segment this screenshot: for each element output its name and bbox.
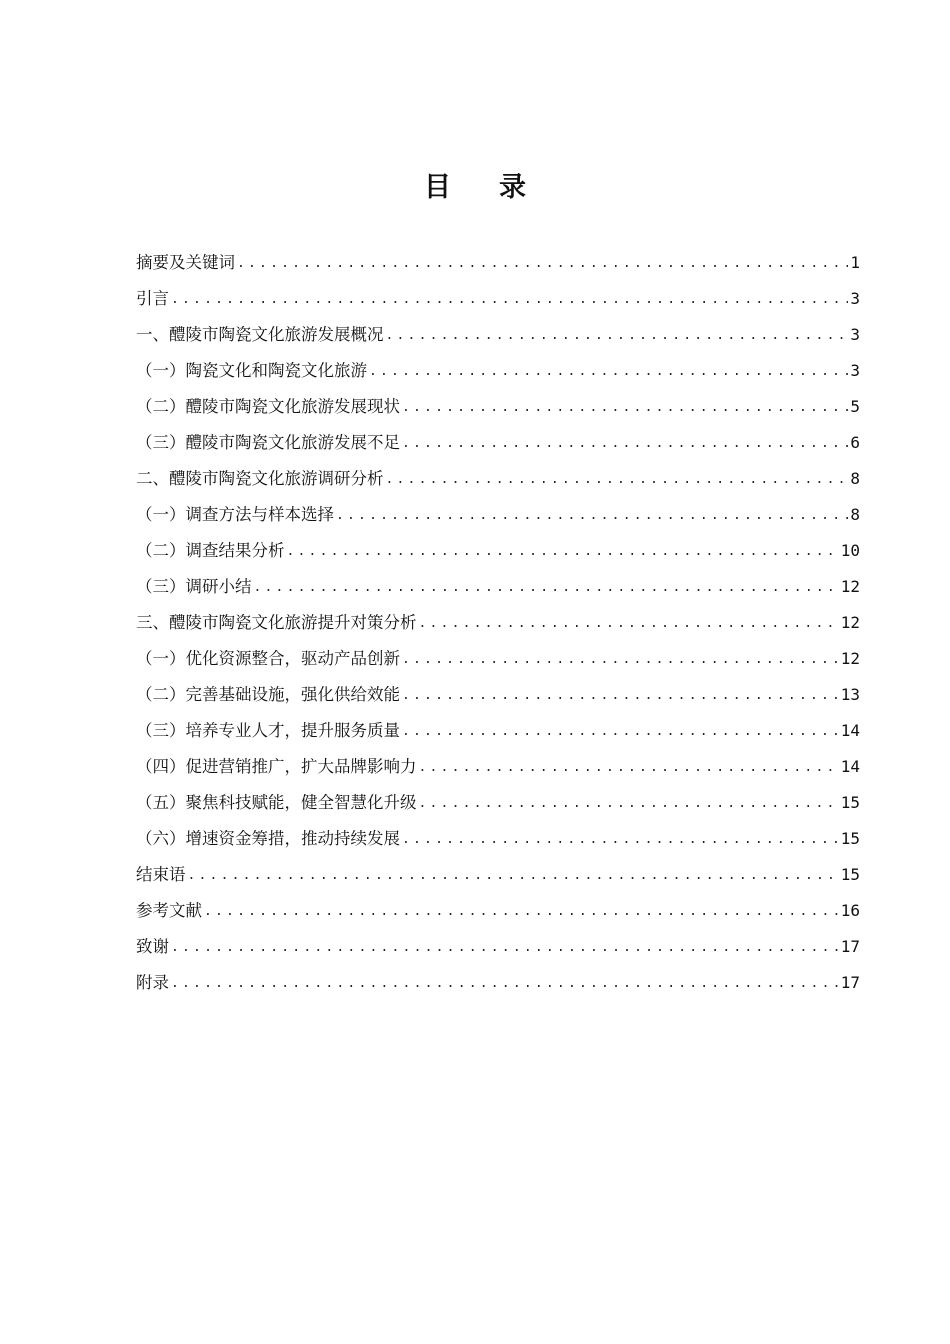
toc-entry-title: （一）优化资源整合，驱动产品创新: [136, 649, 400, 668]
toc-dot-leader: [287, 542, 839, 562]
toc-entry[interactable]: [136, 748, 860, 784]
toc-dot-leader: [419, 758, 839, 778]
toc-entry-title: 参考文献: [136, 901, 202, 920]
toc-entry[interactable]: [136, 316, 860, 352]
toc-entry[interactable]: [136, 352, 860, 388]
toc-entry[interactable]: [136, 856, 860, 892]
toc-entry-title: 引言: [136, 289, 169, 308]
toc-dot-leader: [171, 938, 839, 958]
toc-page-number: 15: [840, 829, 860, 848]
toc-entry[interactable]: [136, 604, 860, 640]
toc-dot-leader: [336, 506, 848, 526]
toc-page-number: 12: [840, 649, 860, 668]
toc-page-number: 14: [840, 721, 860, 740]
toc-page-number: 16: [840, 901, 860, 920]
toc-page-number: 14: [840, 757, 860, 776]
toc-dot-leader: [402, 650, 839, 670]
toc-entry[interactable]: [136, 424, 860, 460]
toc-page-number: 13: [840, 685, 860, 704]
toc-entry-title: 结束语: [136, 865, 186, 884]
toc-page-number: 3: [850, 289, 860, 308]
toc-entry-title: （三）培养专业人才，提升服务质量: [136, 721, 400, 740]
toc-dot-leader: [419, 794, 839, 814]
toc-page-number: 12: [840, 577, 860, 596]
toc-entry-title: 二、醴陵市陶瓷文化旅游调研分析: [136, 469, 384, 488]
toc-dot-leader: [402, 686, 839, 706]
toc-page-number: 1: [850, 253, 860, 272]
toc-entry[interactable]: [136, 712, 860, 748]
toc-entry-title: （二）调查结果分析: [136, 541, 285, 560]
toc-entry-title: 摘要及关键词: [136, 253, 235, 272]
toc-page-number: 15: [840, 793, 860, 812]
toc-page-number: 3: [850, 361, 860, 380]
toc-entry[interactable]: [136, 928, 860, 964]
toc-entry[interactable]: [136, 460, 860, 496]
toc-entry-title: （三）醴陵市陶瓷文化旅游发展不足: [136, 433, 400, 452]
toc-entry[interactable]: [136, 820, 860, 856]
toc-entry-title: （六）增速资金筹措，推动持续发展: [136, 829, 400, 848]
toc-entry-title: （四）促进营销推广，扩大品牌影响力: [136, 757, 417, 776]
toc-dot-leader: [188, 866, 839, 886]
toc-entry-title: （二）完善基础设施，强化供给效能: [136, 685, 400, 704]
toc-entry[interactable]: [136, 496, 860, 532]
toc-dot-leader: [254, 578, 839, 598]
toc-page-number: 5: [850, 397, 860, 416]
toc-page-number: 10: [840, 541, 860, 560]
toc-entry[interactable]: [136, 784, 860, 820]
toc-entry-title: 致谢: [136, 937, 169, 956]
toc-entry-title: （一）调查方法与样本选择: [136, 505, 334, 524]
toc-entry-title: 三、醴陵市陶瓷文化旅游提升对策分析: [136, 613, 417, 632]
toc-entry-title: （二）醴陵市陶瓷文化旅游发展现状: [136, 397, 400, 416]
toc-page-number: 8: [850, 469, 860, 488]
toc-page-number: 6: [850, 433, 860, 452]
toc-entry-title: （一）陶瓷文化和陶瓷文化旅游: [136, 361, 367, 380]
toc-page-number: 3: [850, 325, 860, 344]
toc-page-number: 17: [840, 937, 860, 956]
page-title: 目录: [424, 172, 574, 203]
toc-dot-leader: [402, 830, 839, 850]
toc-page-number: 15: [840, 865, 860, 884]
table-of-contents: [136, 244, 860, 1000]
toc-dot-leader: [369, 362, 848, 382]
toc-entry[interactable]: [136, 244, 860, 280]
toc-dot-leader: [171, 974, 839, 994]
toc-page-number: 12: [840, 613, 860, 632]
toc-dot-leader: [386, 326, 849, 346]
toc-entry-title: 附录: [136, 973, 169, 992]
toc-dot-leader: [419, 614, 839, 634]
toc-entry[interactable]: [136, 640, 860, 676]
toc-entry[interactable]: [136, 388, 860, 424]
toc-entry-title: （三）调研小结: [136, 577, 252, 596]
toc-entry[interactable]: [136, 676, 860, 712]
toc-dot-leader: [171, 290, 848, 310]
toc-dot-leader: [402, 398, 848, 418]
toc-dot-leader: [402, 434, 848, 454]
toc-dot-leader: [204, 902, 839, 922]
toc-entry[interactable]: [136, 532, 860, 568]
toc-dot-leader: [386, 470, 849, 490]
toc-entry[interactable]: [136, 280, 860, 316]
toc-entry[interactable]: [136, 892, 860, 928]
toc-dot-leader: [402, 722, 839, 742]
toc-page-number: 17: [840, 973, 860, 992]
toc-page-number: 8: [850, 505, 860, 524]
toc-dot-leader: [237, 254, 848, 274]
toc-entry-title: 一、醴陵市陶瓷文化旅游发展概况: [136, 325, 384, 344]
toc-entry[interactable]: [136, 568, 860, 604]
toc-entry[interactable]: [136, 964, 860, 1000]
toc-entry-title: （五）聚焦科技赋能，健全智慧化升级: [136, 793, 417, 812]
